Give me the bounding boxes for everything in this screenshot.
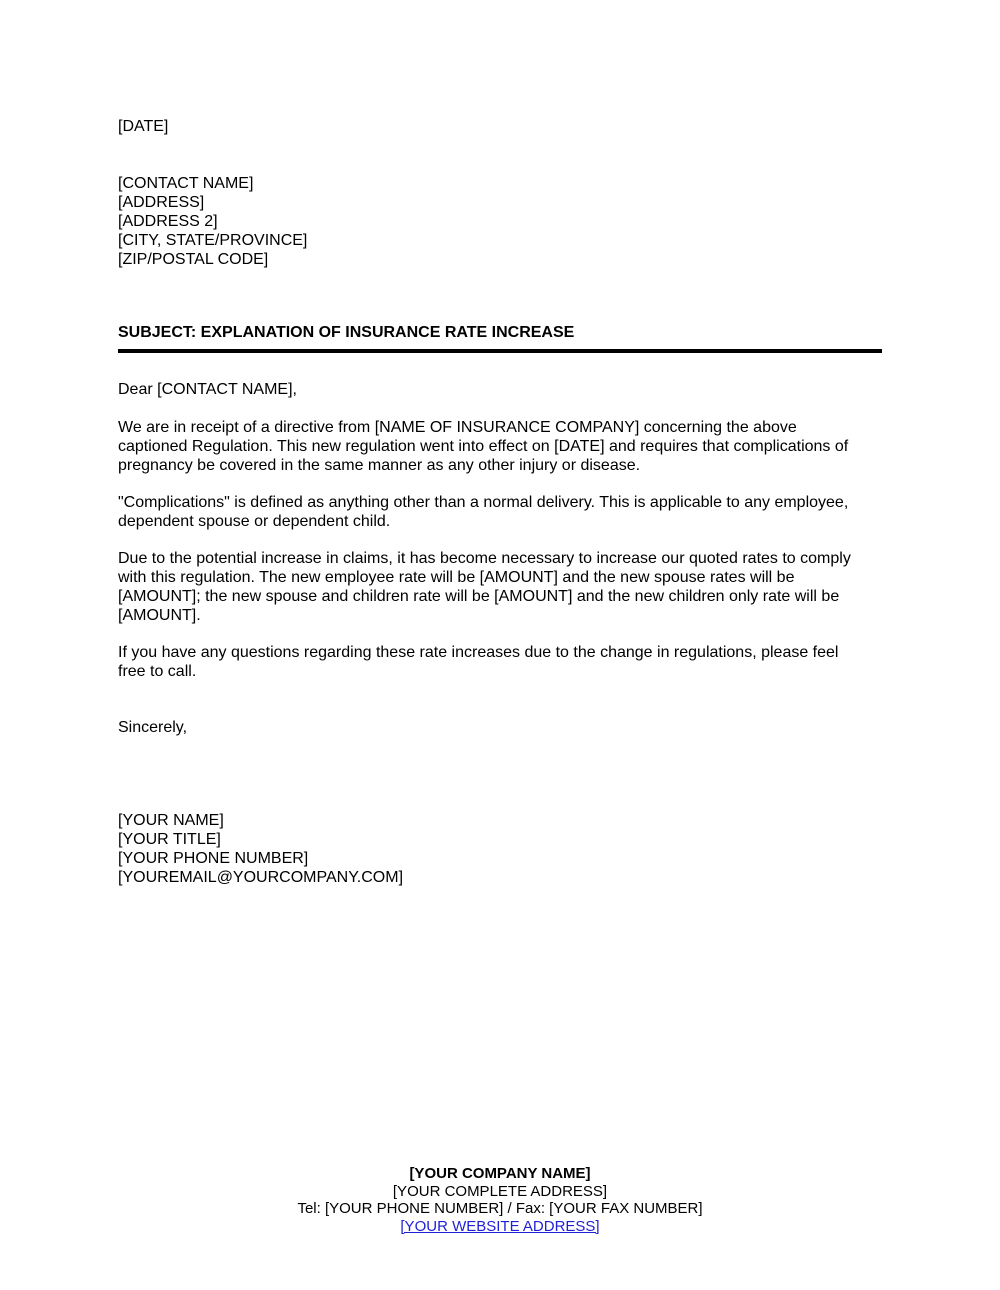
paragraph-line: We are in receipt of a directive from [NAME OF INSURANCE COMPANY] concerning the above <box>118 419 797 436</box>
footer-tel: Tel: [YOUR PHONE NUMBER] <box>297 1200 504 1217</box>
paragraph-line: dependent spouse or dependent child. <box>118 513 391 530</box>
subject-text: SUBJECT: EXPLANATION OF INSURANCE RATE INCREASE <box>118 324 575 341</box>
signature-name: [YOUR NAME] <box>118 812 224 829</box>
paragraph-3 <box>118 549 882 625</box>
salutation <box>118 380 882 399</box>
subject-line <box>118 323 882 342</box>
letterhead-footer <box>0 1165 1000 1235</box>
salutation-text: Dear [CONTACT NAME], <box>118 381 297 398</box>
paragraph-line: captioned Regulation. This new regulation went into effect on [DATE] and requires that complications of <box>118 438 849 455</box>
signature-phone: [YOUR PHONE NUMBER] <box>118 850 309 867</box>
paragraph-line: pregnancy be covered in the same manner as any other injury or disease. <box>118 457 641 474</box>
date-text: [DATE] <box>118 118 169 135</box>
paragraph-2 <box>118 493 882 531</box>
recipient-address-2: [ADDRESS 2] <box>118 213 218 230</box>
paragraph-line: If you have any questions regarding these rate increases due to the change in regulations, please feel <box>118 644 839 661</box>
recipient-address: [ADDRESS] <box>118 194 205 211</box>
closing <box>118 718 882 737</box>
letter-date <box>118 117 882 136</box>
footer-fax: Fax: [YOUR FAX NUMBER] <box>515 1200 703 1217</box>
signature-title: [YOUR TITLE] <box>118 831 221 848</box>
recipient-address-block <box>118 174 882 269</box>
paragraph-line: [AMOUNT]; the new spouse and children rate will be [AMOUNT] and the new children only rate will be <box>118 588 840 605</box>
paragraph-1 <box>118 418 882 475</box>
paragraph-line: with this regulation. The new employee rate will be [AMOUNT] and the new spouse rates will be <box>118 569 795 586</box>
footer-contact-line <box>0 1200 1000 1218</box>
footer-separator: / <box>503 1200 516 1217</box>
signature-email: [YOUREMAIL@YOURCOMPANY.COM] <box>118 869 404 886</box>
subject-divider <box>118 349 882 353</box>
paragraph-line: Due to the potential increase in claims, it has become necessary to increase our quoted rates to comply <box>118 550 851 567</box>
paragraph-line: free to call. <box>118 663 197 680</box>
recipient-zip: [ZIP/POSTAL CODE] <box>118 251 269 268</box>
recipient-contact-name: [CONTACT NAME] <box>118 175 254 192</box>
signature-block <box>118 811 882 887</box>
footer-website-link[interactable]: [YOUR WEBSITE ADDRESS] <box>400 1217 600 1235</box>
closing-text: Sincerely, <box>118 719 188 736</box>
recipient-city-state: [CITY, STATE/PROVINCE] <box>118 232 308 249</box>
footer-address: [YOUR COMPLETE ADDRESS] <box>392 1182 608 1200</box>
paragraph-4 <box>118 643 882 681</box>
footer-company-name: [YOUR COMPANY NAME] <box>409 1165 591 1182</box>
footer-website-line <box>0 1218 1000 1236</box>
paragraph-line: "Complications" is defined as anything other than a normal delivery. This is applicable to any employee, <box>118 494 849 511</box>
paragraph-line: [AMOUNT]. <box>118 607 201 624</box>
